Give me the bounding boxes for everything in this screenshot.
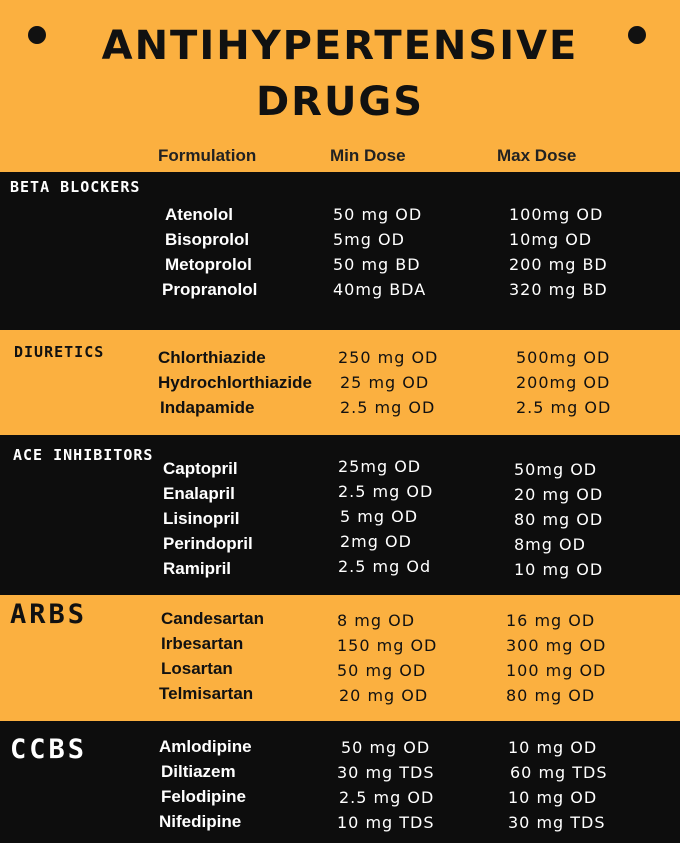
min-dose: 30 mg TDS — [337, 763, 435, 782]
category-label: DIURETICS — [14, 343, 105, 361]
drug-name: Indapamide — [160, 398, 255, 417]
max-dose: 500mg OD — [516, 348, 611, 367]
category-label: CCBS — [10, 734, 88, 765]
section-beta-blockers — [0, 172, 680, 330]
min-dose: 5mg OD — [333, 230, 405, 249]
drug-name: Candesartan — [161, 609, 264, 628]
max-dose: 300 mg OD — [506, 636, 607, 655]
header-max-dose: Max Dose — [497, 146, 577, 165]
drug-name: Atenolol — [165, 205, 233, 224]
max-dose: 80 mg OD — [514, 510, 604, 529]
drug-name: Diltiazem — [161, 762, 236, 781]
min-dose: 250 mg OD — [338, 348, 439, 367]
drug-name: Metoprolol — [165, 255, 252, 274]
min-dose: 50 mg OD — [337, 661, 427, 680]
max-dose: 100mg OD — [509, 205, 604, 224]
max-dose: 200 mg BD — [509, 255, 608, 274]
drug-name: Nifedipine — [159, 812, 242, 831]
max-dose: 10mg OD — [509, 230, 593, 249]
max-dose: 8mg OD — [514, 535, 586, 554]
max-dose: 10 mg OD — [514, 560, 604, 579]
max-dose: 60 mg TDS — [510, 763, 608, 782]
max-dose: 2.5 mg OD — [516, 398, 612, 417]
min-dose: 2.5 mg OD — [339, 788, 435, 807]
max-dose: 320 mg BD — [509, 280, 608, 299]
drug-name: Propranolol — [162, 280, 258, 299]
min-dose: 40mg BDA — [333, 280, 427, 299]
category-label: ACE INHIBITORS — [13, 446, 154, 464]
max-dose: 10 mg OD — [508, 738, 598, 757]
section-arbs — [0, 595, 680, 721]
min-dose: 2.5 mg Od — [338, 557, 432, 576]
min-dose: 20 mg OD — [339, 686, 429, 705]
section-diuretics — [0, 330, 680, 435]
max-dose: 20 mg OD — [514, 485, 604, 504]
drug-name: Amlodipine — [159, 737, 252, 756]
min-dose: 25 mg OD — [340, 373, 430, 392]
drug-name: Perindopril — [163, 534, 253, 553]
category-label: BETA BLOCKERS — [10, 178, 141, 196]
header-min-dose: Min Dose — [330, 146, 406, 165]
max-dose: 100 mg OD — [506, 661, 607, 680]
category-label: ARBS — [10, 599, 88, 630]
drug-name: Bisoprolol — [165, 230, 250, 249]
max-dose: 200mg OD — [516, 373, 611, 392]
header-formulation: Formulation — [158, 146, 257, 165]
max-dose: 16 mg OD — [506, 611, 596, 630]
min-dose: 2.5 mg OD — [338, 482, 434, 501]
max-dose: 50mg OD — [514, 460, 598, 479]
drug-name: Chlorthiazide — [158, 348, 266, 367]
min-dose: 10 mg TDS — [337, 813, 435, 832]
section-ccbs — [0, 721, 680, 843]
drug-name: Enalapril — [163, 484, 235, 503]
drug-name: Telmisartan — [159, 684, 254, 703]
drug-name: Losartan — [161, 659, 233, 678]
title-line-2: DRUGS — [255, 79, 425, 125]
min-dose: 50 mg OD — [333, 205, 423, 224]
title-line-1: ANTIHYPERTENSIVE — [101, 23, 579, 69]
min-dose: 2mg OD — [340, 532, 412, 551]
drug-name: Hydrochlorthiazide — [158, 373, 312, 392]
drug-name: Lisinopril — [163, 509, 240, 528]
drug-name: Felodipine — [161, 787, 246, 806]
min-dose: 50 mg BD — [333, 255, 421, 274]
drug-name: Ramipril — [163, 559, 232, 578]
section-ace-inhibitors — [0, 435, 680, 595]
min-dose: 2.5 mg OD — [340, 398, 436, 417]
min-dose: 8 mg OD — [337, 611, 416, 630]
min-dose: 50 mg OD — [341, 738, 431, 757]
max-dose: 30 mg TDS — [508, 813, 606, 832]
min-dose: 25mg OD — [338, 457, 422, 476]
max-dose: 80 mg OD — [506, 686, 596, 705]
drug-name: Irbesartan — [161, 634, 244, 653]
drug-name: Captopril — [163, 459, 238, 478]
min-dose: 5 mg OD — [340, 507, 419, 526]
min-dose: 150 mg OD — [337, 636, 438, 655]
max-dose: 10 mg OD — [508, 788, 598, 807]
